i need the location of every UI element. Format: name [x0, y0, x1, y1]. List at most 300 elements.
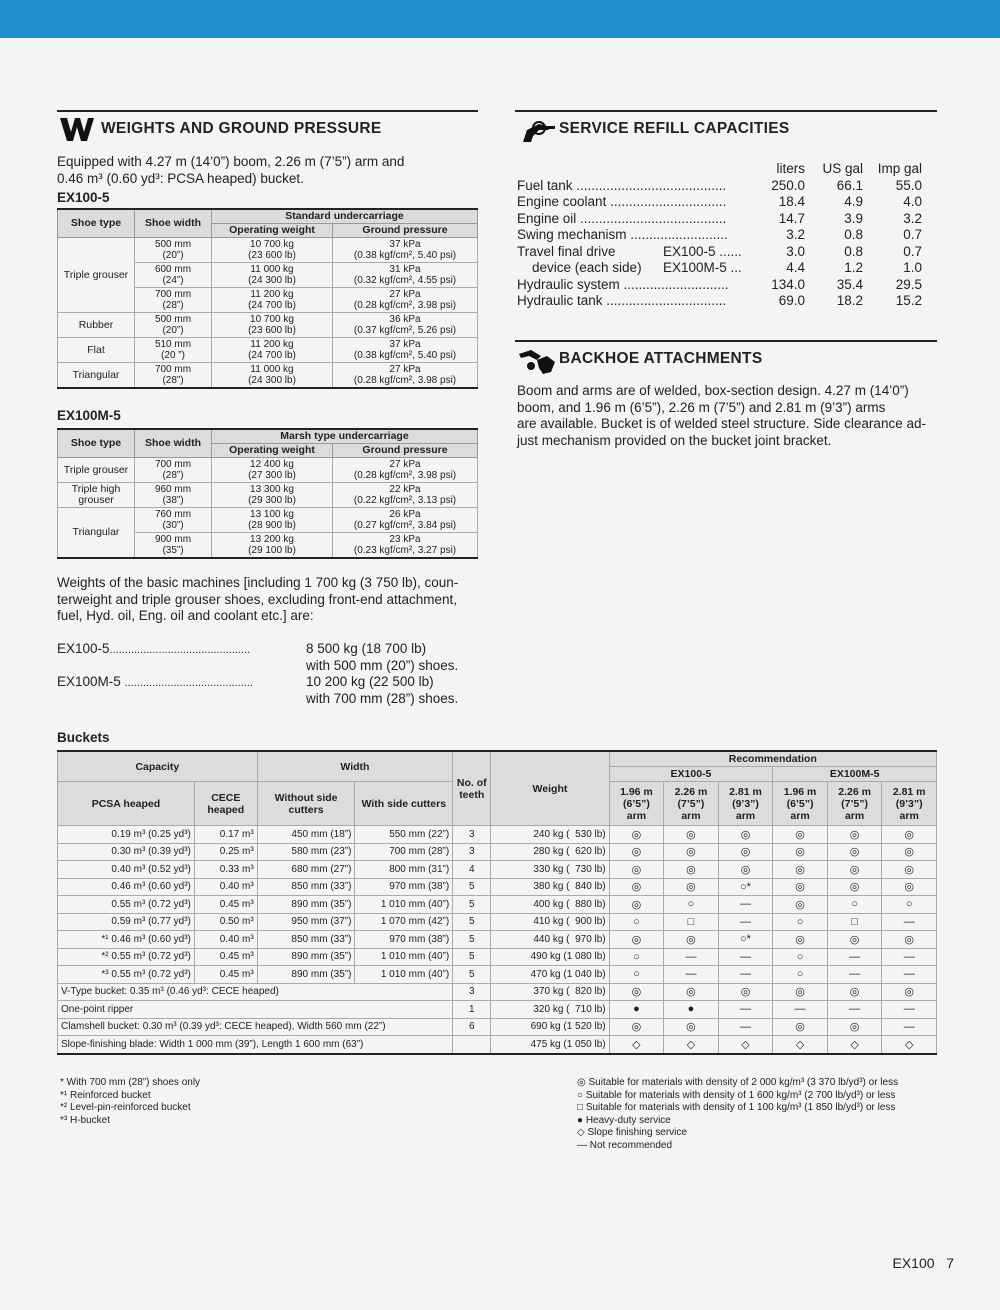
operating-weight-text: (24 700 lb)	[248, 300, 296, 311]
pcsa-cell: 0.40 m³ (0.52 yd³)	[58, 861, 195, 879]
operating-weight-text: (29 100 lb)	[248, 545, 296, 556]
shoe-width-cell	[135, 263, 212, 288]
weight-cell: 440 kg ( 970 lb)	[491, 931, 609, 949]
bucket-row	[58, 878, 937, 896]
width-without-cell: 890 mm (35”)	[257, 896, 355, 914]
pcsa-cell: 0.19 m³ (0.25 yd³)	[58, 826, 195, 844]
teeth-cell: 5	[453, 913, 491, 931]
pcsa-cell: *¹ 0.46 m³ (0.60 yd³)	[58, 931, 195, 949]
recommendation-cell: ◎	[718, 843, 773, 861]
basic-weights-list	[57, 641, 482, 707]
shoe-width-text: 760 mm	[154, 509, 192, 520]
buckets-title: Buckets	[57, 730, 110, 745]
backhoe-title: BACKHOE ATTACHMENTS	[559, 350, 763, 367]
footnote: *³ H-bucket	[60, 1114, 111, 1126]
recommendation-cell: ◎	[609, 896, 664, 914]
arm-label: arm	[899, 809, 919, 822]
weight-row	[58, 313, 478, 338]
capacity-model: EX100-5 ......	[663, 243, 742, 259]
capacity-label	[517, 260, 743, 277]
weight-cell: 380 kg ( 840 lb)	[491, 878, 609, 896]
operating-weight-text: 13 200 kg	[250, 534, 294, 545]
operating-weight-cell	[212, 288, 333, 313]
col-liters: liters	[776, 161, 805, 176]
teeth-cell: 3	[453, 826, 491, 844]
weight-row	[58, 483, 478, 508]
arm-length-ft: (7’5”)	[677, 797, 705, 810]
top-color-band	[0, 0, 1000, 38]
ground-pressure-cell	[333, 263, 478, 288]
operating-weight-text: 11 000 kg	[250, 264, 294, 275]
width-without-cell: 450 mm (18”)	[257, 826, 355, 844]
operating-weight-text: 11 000 kg	[250, 364, 294, 375]
col-standard-undercarriage: Standard undercarriage	[212, 209, 478, 224]
recommendation-cell: ◎	[718, 826, 773, 844]
basic-model: EX100-5	[57, 641, 110, 656]
buckets-table	[57, 750, 937, 1055]
backhoe-line: just mechanism provided on the bucket joint bracket.	[517, 432, 832, 448]
teeth-cell: 3	[453, 843, 491, 861]
operating-weight-text: 13 100 kg	[250, 509, 294, 520]
basic-weight-row	[57, 674, 482, 691]
recommendation-cell: ◇	[664, 1036, 719, 1054]
capacity-label	[517, 244, 743, 261]
shoe-width-cell	[135, 238, 212, 263]
teeth-cell: 4	[453, 861, 491, 879]
recommendation-cell: ◎	[773, 878, 828, 896]
backhoe-line: are available. Bucket is of welded steel structure. Side clearance ad-	[517, 416, 926, 431]
capacity-imp-gal: 3.2	[903, 210, 922, 226]
recommendation-cell: ◎	[882, 878, 937, 896]
legend-item: — Not recommended	[577, 1139, 673, 1151]
shoe-width-cell	[135, 483, 212, 508]
shoe-width-text: 500 mm	[154, 314, 192, 325]
backhoe-line: Boom and arms are of welded, box-section design. 4.27 m (14’0”)	[517, 383, 909, 398]
recommendation-cell: ◎	[827, 931, 882, 949]
basic-weights-intro	[57, 575, 482, 625]
capacity-label	[517, 194, 743, 211]
shoe-width-text: (30”)	[162, 520, 184, 531]
basic-dots: ..........................................	[124, 677, 253, 689]
shoe-width-text: 700 mm	[154, 289, 192, 300]
recommendation-cell: —	[882, 966, 937, 984]
width-with-cell: 970 mm (38”)	[355, 931, 453, 949]
capacity-imp-gal: 55.0	[895, 177, 922, 193]
backhoe-line: boom, and 1.96 m (6’5”), 2.26 m (7’5”) and 2.81 m (9’3”) arms	[517, 399, 886, 415]
width-without-cell: 950 mm (37”)	[257, 913, 355, 931]
col-operating-weight: Operating weight	[212, 444, 333, 458]
capacity-liters: 134.0	[771, 276, 805, 292]
width-with-cell: 970 mm (38”)	[355, 878, 453, 896]
ex100-label: EX100-5	[57, 190, 110, 205]
recommendation-cell: —	[718, 913, 773, 931]
col-arm	[664, 782, 719, 826]
cece-cell: 0.50 m³	[194, 913, 257, 931]
col-teeth: No. of teeth	[453, 751, 491, 826]
shoe-width-text: 960 mm	[154, 484, 192, 495]
recommendation-cell: ○	[827, 896, 882, 914]
backhoe-description	[517, 383, 942, 449]
recommendation-cell: ◎	[882, 861, 937, 879]
recommendation-cell: □	[827, 913, 882, 931]
weight-row	[58, 338, 478, 363]
shoe-width-cell	[135, 338, 212, 363]
ground-pressure-text: (0.37 kgf/cm², 5.26 psi)	[353, 325, 457, 336]
footnote: *¹ Reinforced bucket	[60, 1089, 151, 1101]
col-imp-gal: Imp gal	[877, 161, 922, 176]
operating-weight-cell	[212, 533, 333, 559]
recommendation-cell: ○*	[718, 878, 773, 896]
operating-weight-text: (29 300 lb)	[248, 495, 296, 506]
ground-pressure-text: (0.23 kgf/cm², 3.27 psi)	[353, 545, 457, 556]
ex100-weights-table	[57, 208, 478, 389]
shoe-type-cell: Triple grouser	[58, 238, 135, 313]
recommendation-cell: ◎	[773, 896, 828, 914]
weight-row	[58, 363, 478, 389]
width-with-cell: 1 010 mm (40”)	[355, 966, 453, 984]
recommendation-cell: —	[718, 966, 773, 984]
capacity-liters: 14.7	[778, 210, 805, 226]
recommendation-cell: —	[882, 948, 937, 966]
capacity-imp-gal: 4.0	[903, 194, 922, 209]
recommendation-cell: ○*	[718, 931, 773, 949]
capacity-liters: 250.0	[771, 177, 805, 193]
special-attachment-row	[58, 1018, 937, 1036]
recommendation-cell: ◎	[664, 931, 719, 949]
backhoe-section-header	[515, 340, 937, 376]
pcsa-cell: *³ 0.55 m³ (0.72 yd³)	[58, 966, 195, 984]
capacity-item: Engine oil .......................................	[517, 210, 727, 226]
recommendation-cell: ◎	[773, 843, 828, 861]
capacity-us-gal: 0.8	[844, 243, 863, 259]
weight-cell: 410 kg ( 900 lb)	[491, 913, 609, 931]
weight-cell: 470 kg (1 040 lb)	[491, 966, 609, 984]
basic-intro-line: terweight and triple grouser shoes, excluding front-end attachment,	[57, 591, 457, 607]
shoe-width-text: 900 mm	[154, 534, 192, 545]
recommendation-cell: ◎	[609, 878, 664, 896]
ground-pressure-text: (0.28 kgf/cm², 3.98 psi)	[353, 375, 457, 386]
capacity-label	[517, 178, 743, 195]
ground-pressure-cell	[333, 313, 478, 338]
weights-intro-line: Equipped with 4.27 m (14’0”) boom, 2.26 m (7’5”) arm and	[57, 154, 405, 169]
basic-weight-value: 10 200 kg (22 500 lb)	[306, 674, 434, 689]
col-arm	[827, 782, 882, 826]
weight-cell: 475 kg (1 050 lb)	[491, 1036, 609, 1054]
recommendation-cell: ◎	[827, 878, 882, 896]
shoe-width-cell	[135, 313, 212, 338]
recommendation-cell: ◇	[882, 1036, 937, 1054]
col-ground-pressure: Ground pressure	[333, 224, 478, 238]
recommendation-cell: ◎	[773, 861, 828, 879]
teeth-cell	[453, 1036, 491, 1054]
recommendation-cell: ◎	[718, 861, 773, 879]
operating-weight-text: (24 300 lb)	[248, 275, 296, 286]
recommendation-cell: ◎	[827, 826, 882, 844]
shoe-width-text: (20 ”)	[161, 350, 185, 361]
pcsa-cell: 0.46 m³ (0.60 yd³)	[58, 878, 195, 896]
basic-weight-shoes	[57, 691, 482, 708]
col-ex100: EX100-5	[609, 767, 773, 782]
teeth-cell: 6	[453, 1018, 491, 1036]
width-without-cell: 850 mm (33”)	[257, 878, 355, 896]
operating-weight-text: 10 700 kg	[250, 239, 294, 250]
width-without-cell: 680 mm (27”)	[257, 861, 355, 879]
ground-pressure-text: 31 kPa	[389, 264, 421, 275]
recommendation-cell: —	[718, 1018, 773, 1036]
shoe-type-cell: Triangular	[58, 508, 135, 559]
recommendation-cell: ◎	[882, 983, 937, 1001]
recommendation-cell: ◇	[609, 1036, 664, 1054]
recommendation-cell: ◎	[773, 931, 828, 949]
ground-pressure-text: 27 kPa	[389, 289, 421, 300]
arm-label: arm	[844, 809, 865, 822]
shoe-width-text: 700 mm	[154, 364, 192, 375]
arm-label: arm	[626, 809, 647, 822]
recommendation-cell: ◎	[609, 843, 664, 861]
weight-row	[58, 458, 478, 483]
operating-weight-text: (23 600 lb)	[248, 250, 296, 261]
capacity-item: Fuel tank ........................................	[517, 177, 727, 193]
capacity-liters: 3.2	[786, 227, 805, 242]
shoe-width-cell	[135, 533, 212, 559]
operating-weight-text: 11 200 kg	[250, 289, 294, 300]
bucket-row	[58, 896, 937, 914]
recommendation-cell: —	[664, 948, 719, 966]
recommendation-cell: ◎	[882, 826, 937, 844]
attachment-label: Slope-finishing blade: Width 1 000 mm (39”), Length 1 600 mm (63”)	[58, 1036, 453, 1054]
capacity-row	[517, 244, 922, 261]
ground-pressure-text: 27 kPa	[389, 364, 421, 375]
capacity-liters: 3.0	[786, 243, 805, 259]
col-pcsa: PCSA heaped	[58, 782, 195, 826]
recommendation-cell: ◎	[827, 843, 882, 861]
col-arm	[718, 782, 773, 826]
weight-cell: 330 kg ( 730 lb)	[491, 861, 609, 879]
operating-weight-text: (23 600 lb)	[248, 325, 296, 336]
recommendation-cell: ●	[609, 1001, 664, 1019]
basic-intro-line: fuel, Hyd. oil, Eng. oil and coolant etc.] are:	[57, 608, 314, 623]
shoe-type-cell: Triple grouser	[58, 458, 135, 483]
basic-dots: ..............................................	[109, 644, 251, 656]
basic-model: EX100M-5	[57, 674, 121, 689]
arm-label: arm	[790, 809, 810, 822]
ground-pressure-text: 37 kPa	[389, 239, 421, 250]
shoe-type-cell: Flat	[58, 338, 135, 363]
width-with-cell: 1 010 mm (40”)	[355, 896, 453, 914]
capacity-label	[517, 293, 743, 310]
capacity-item: device (each side)	[517, 260, 642, 275]
teeth-cell: 5	[453, 966, 491, 984]
col-marsh-undercarriage: Marsh type undercarriage	[212, 429, 478, 444]
operating-weight-text: 13 300 kg	[250, 484, 294, 495]
weight-row	[58, 508, 478, 533]
operating-weight-cell	[212, 508, 333, 533]
capacity-us-gal: 1.2	[844, 260, 863, 275]
capacity-row	[517, 211, 922, 228]
shoe-width-cell	[135, 288, 212, 313]
recommendation-cell: ○	[773, 948, 828, 966]
cece-cell: 0.45 m³	[194, 896, 257, 914]
recommendation-cell: ◎	[882, 931, 937, 949]
capacity-us-gal: 3.9	[844, 210, 863, 226]
ground-pressure-text: (0.32 kgf/cm², 4.55 psi)	[353, 275, 457, 286]
bucket-row	[58, 931, 937, 949]
recommendation-cell: ◎	[773, 826, 828, 844]
arm-length-ft: (9’3”)	[732, 797, 759, 810]
recommendation-cell: —	[882, 913, 937, 931]
page-footer	[892, 1255, 954, 1271]
cece-cell: 0.40 m³	[194, 931, 257, 949]
arm-label: arm	[735, 809, 756, 822]
arm-length-ft: (7’5”)	[841, 797, 869, 810]
recommendation-cell: ○	[609, 966, 664, 984]
capacity-item: Travel final drive	[517, 243, 616, 259]
col-capacity: Capacity	[58, 751, 258, 782]
capacity-item: Engine coolant ...............................	[517, 194, 727, 209]
shoe-width-text: (35”)	[162, 545, 184, 556]
weights-title: WEIGHTS AND GROUND PRESSURE	[101, 120, 382, 137]
capacity-us-gal: 0.8	[844, 227, 863, 242]
basic-weight-value: 8 500 kg (18 700 lb)	[306, 641, 427, 656]
recommendation-cell: ◎	[664, 861, 719, 879]
recommendation-cell: —	[718, 1001, 773, 1019]
shoe-width-text: (28”)	[162, 470, 184, 481]
basic-weight-shoes-text: with 500 mm (20”) shoes.	[306, 657, 459, 673]
col-arm	[773, 782, 828, 826]
shoe-type-cell: Rubber	[58, 313, 135, 338]
arm-length-ft: (6’5”)	[786, 797, 814, 810]
basic-intro-line: Weights of the basic machines [including 1 700 kg (3 750 lb), coun-	[57, 575, 459, 590]
service-section-header	[515, 110, 937, 146]
legend-item: □ Suitable for materials with density of 1 100 kg/m³ (1 850 lb/yd³) or less	[577, 1102, 896, 1113]
width-without-cell: 890 mm (35”)	[257, 966, 355, 984]
recommendation-cell: —	[718, 896, 773, 914]
recommendation-cell: ◇	[773, 1036, 828, 1054]
recommendation-cell: □	[664, 913, 719, 931]
shoe-width-text: (24”)	[162, 275, 184, 286]
footnote: *² Level-pin-reinforced bucket	[60, 1102, 191, 1113]
ground-pressure-cell	[333, 483, 478, 508]
ground-pressure-cell	[333, 238, 478, 263]
ground-pressure-text: 27 kPa	[389, 459, 421, 470]
ground-pressure-cell	[333, 533, 478, 559]
capacity-row	[517, 227, 922, 244]
capacity-imp-gal: 0.7	[903, 243, 922, 259]
bucket-row	[58, 948, 937, 966]
recommendation-cell: ○	[882, 896, 937, 914]
recommendation-cell: ◎	[609, 1018, 664, 1036]
ground-pressure-text: (0.38 kgf/cm², 5.40 psi)	[353, 250, 457, 261]
capacity-liters: 18.4	[778, 194, 805, 209]
cece-cell: 0.17 m³	[194, 826, 257, 844]
recommendation-cell: ○	[773, 966, 828, 984]
special-attachment-row	[58, 983, 937, 1001]
recommendation-cell: ◎	[664, 878, 719, 896]
shoe-width-cell	[135, 458, 212, 483]
operating-weight-text: 11 200 kg	[250, 339, 294, 350]
attachment-label: Clamshell bucket: 0.30 m³ (0.39 yd³: CECE heaped), Width 560 mm (22”)	[58, 1018, 453, 1036]
col-us-gal: US gal	[822, 161, 863, 176]
col-with-side-cutters: With side cutters	[355, 782, 453, 826]
cece-cell: 0.25 m³	[194, 843, 257, 861]
capacity-label	[517, 227, 743, 244]
legend-item: ◇ Slope finishing service	[577, 1127, 687, 1138]
capacity-liters: 69.0	[778, 293, 805, 308]
col-ex100m: EX100M-5	[773, 767, 937, 782]
recommendation-cell: ◎	[609, 826, 664, 844]
ground-pressure-text: (0.22 kgf/cm², 3.13 psi)	[353, 495, 457, 506]
ex100m-label: EX100M-5	[57, 408, 121, 423]
capacity-item: Swing mechanism ..........................	[517, 227, 728, 242]
ground-pressure-text: (0.27 kgf/cm², 3.84 psi)	[353, 520, 457, 531]
bucket-row	[58, 861, 937, 879]
col-shoe-type: Shoe type	[58, 209, 135, 238]
capacity-row	[517, 277, 922, 294]
capacity-row	[517, 260, 922, 277]
width-with-cell: 1 070 mm (42”)	[355, 913, 453, 931]
fuel-nozzle-icon	[517, 116, 557, 146]
capacity-row	[517, 194, 922, 211]
basic-weight-shoes-text: with 700 mm (28”) shoes.	[306, 690, 459, 706]
recommendation-cell: ◎	[827, 983, 882, 1001]
recommendation-cell: ◎	[664, 983, 719, 1001]
capacity-imp-gal: 0.7	[903, 227, 922, 242]
recommendation-cell: —	[882, 1001, 937, 1019]
operating-weight-text: (27 300 lb)	[248, 470, 296, 481]
shoe-width-text: (28”)	[162, 300, 184, 311]
weights-intro	[57, 154, 482, 187]
ground-pressure-text: 36 kPa	[389, 314, 421, 325]
recommendation-cell: —	[718, 948, 773, 966]
teeth-cell: 5	[453, 896, 491, 914]
capacity-label	[517, 277, 743, 294]
recommendation-cell: —	[827, 1001, 882, 1019]
capacity-liters: 4.4	[786, 260, 805, 275]
cece-cell: 0.45 m³	[194, 966, 257, 984]
shoe-width-text: (20”)	[162, 325, 184, 336]
bucket-row	[58, 966, 937, 984]
weight-cell: 690 kg (1 520 lb)	[491, 1018, 609, 1036]
attachment-label: One-point ripper	[58, 1001, 453, 1019]
ground-pressure-text: 22 kPa	[389, 484, 421, 495]
operating-weight-cell	[212, 238, 333, 263]
teeth-cell: 1	[453, 1001, 491, 1019]
cece-cell: 0.33 m³	[194, 861, 257, 879]
recommendation-cell: ◎	[609, 931, 664, 949]
recommendation-cell: —	[773, 1001, 828, 1019]
operating-weight-cell	[212, 263, 333, 288]
recommendation-cell: ◎	[664, 1018, 719, 1036]
cece-cell: 0.45 m³	[194, 948, 257, 966]
operating-weight-text: 12 400 kg	[250, 459, 294, 470]
teeth-cell: 3	[453, 983, 491, 1001]
col-operating-weight: Operating weight	[212, 224, 333, 238]
operating-weight-text: (24 700 lb)	[248, 350, 296, 361]
capacity-row	[517, 178, 922, 195]
capacity-model: EX100M-5 ...	[663, 260, 742, 275]
col-weight: Weight	[491, 751, 609, 826]
operating-weight-cell	[212, 458, 333, 483]
col-without-side-cutters: Without side cutters	[257, 782, 355, 826]
operating-weight-text: (24 300 lb)	[248, 375, 296, 386]
capacity-row	[517, 293, 922, 310]
capacity-us-gal: 35.4	[836, 276, 863, 292]
shoe-type-cell: Triple high grouser	[58, 483, 135, 508]
shoe-width-text: 700 mm	[154, 459, 192, 470]
shoe-width-text: (38”)	[162, 495, 184, 506]
weights-intro-line: 0.46 m³ (0.60 yd³: PCSA heaped) bucket.	[57, 170, 304, 186]
capacity-imp-gal: 29.5	[895, 276, 922, 292]
